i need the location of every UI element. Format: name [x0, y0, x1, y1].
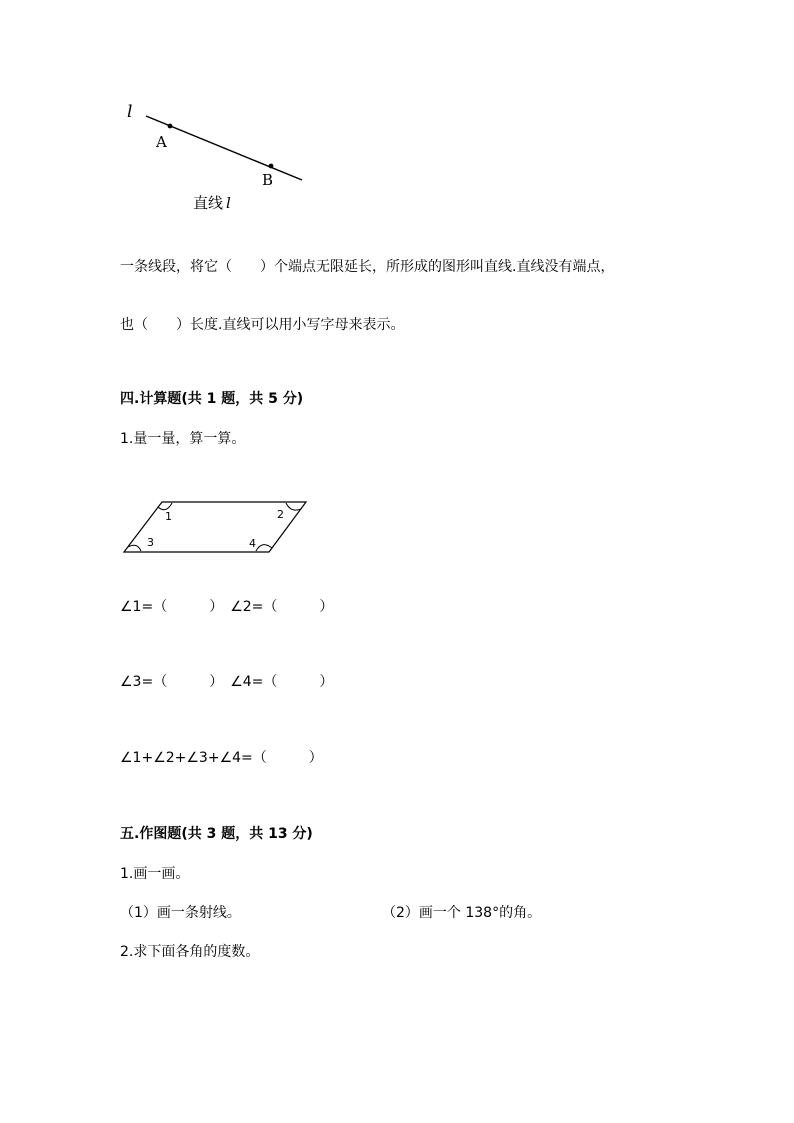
angle-arc-2: [286, 503, 301, 510]
definition-line-1: 一条线段，将它（ ）个端点无限延长，所形成的图形叫直线.直线没有端点，: [120, 259, 615, 275]
angle-arc-3: [128, 545, 141, 551]
line-caption-text: 直线: [193, 194, 224, 212]
section-5-heading: 五.作图题(共 3 题，共 13 分): [120, 826, 313, 842]
section-4-heading: 四.计算题(共 1 题，共 5 分): [120, 391, 304, 407]
section-4-question-1: 1.量一量，算一算。: [120, 431, 246, 447]
point-a-label: A: [156, 133, 167, 151]
angle-arc-4: [256, 545, 272, 551]
angle-label-1: 1: [165, 510, 172, 523]
line-caption-var: l: [226, 194, 231, 212]
angle-label-4: 4: [249, 537, 256, 550]
angle-sum-row: ∠1+∠2+∠3+∠4=（ ）: [120, 750, 323, 766]
line-label-l: l: [127, 102, 133, 122]
angle-answer-row-1: ∠1=（ ） ∠2=（ ）: [120, 599, 334, 615]
point-b-label: B: [262, 171, 274, 189]
section-5-question-1-part-2: （2）画一个 138°的角。: [382, 905, 542, 921]
angle-label-2: 2: [277, 508, 284, 521]
section-5-question-2: 2.求下面各角的度数。: [120, 944, 260, 960]
angle-label-3: 3: [147, 536, 154, 549]
section-5-question-1-part-1: （1）画一条射线。: [120, 905, 241, 921]
section-5-question-1: 1.画一画。: [120, 866, 190, 882]
angle-answer-row-2: ∠3=（ ） ∠4=（ ）: [120, 674, 334, 690]
definition-line-2: 也（ ）长度.直线可以用小写字母来表示。: [120, 317, 405, 333]
